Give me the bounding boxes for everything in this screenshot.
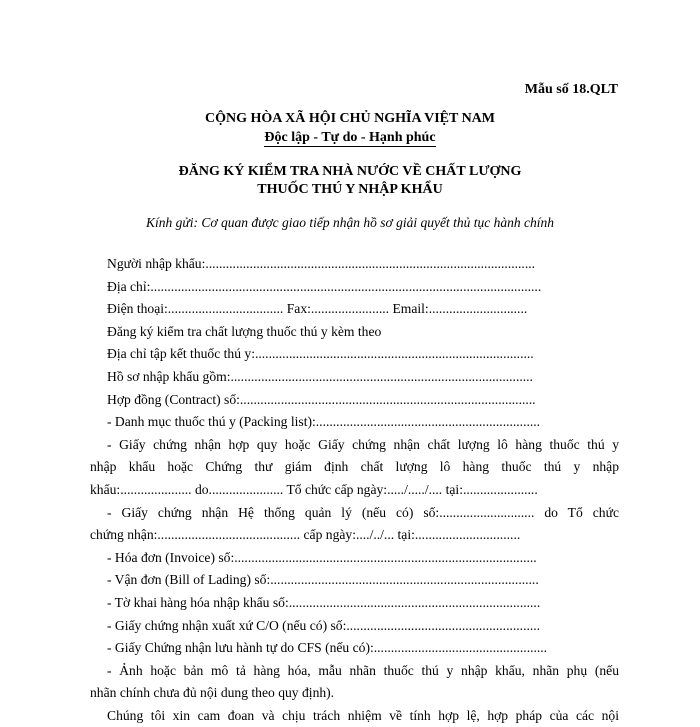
form-body bbox=[90, 253, 619, 727]
form-number: Mẫu số 18.QLT bbox=[524, 82, 618, 97]
form-line-address: Địa chỉ:................................................................................................................... bbox=[107, 278, 542, 294]
form-line-label-1: - Ảnh hoặc bản mô tả hàng hóa, mẫu nhãn thuốc thú y nhập khẩu, nhãn phụ (nếu bbox=[107, 662, 619, 678]
form-line-importer: Người nhập khẩu:................................................................................................. bbox=[107, 256, 536, 271]
motto bbox=[0, 130, 700, 146]
form-line-customs: - Tờ khai hàng hóa nhập khẩu số:.......................................................................... bbox=[107, 594, 541, 610]
form-line-invoice: - Hóa đơn (Invoice) số:......................................................................................... bbox=[107, 549, 537, 565]
form-line-management-1: - Giấy chứng nhận Hệ thống quản lý (nếu có) số:............................ do Tổ chức bbox=[107, 504, 619, 520]
form-line-management-2: chứng nhận:.......................................... cấp ngày:..../../... tại:............................... bbox=[90, 527, 521, 543]
form-line-register: Đăng ký kiểm tra chất lượng thuốc thú y kèm theo bbox=[107, 323, 382, 339]
document-title-line-2: THUỐC THÚ Y NHẬP KHẨU bbox=[257, 182, 443, 197]
form-line-label-2: nhãn chính chưa đủ nội dung theo quy định). bbox=[90, 685, 335, 701]
form-line-storage-address: Địa chỉ tập kết thuốc thú y:.................................................................................. bbox=[107, 346, 534, 362]
document-title-line-1: ĐĂNG KÝ KIỂM TRA NHÀ NƯỚC VỀ CHẤT LƯỢNG bbox=[178, 164, 522, 179]
form-line-bill-of-lading: - Vận đơn (Bill of Lading) số:............................................................................... bbox=[107, 572, 539, 588]
form-line-contact: Điện thoại:.................................. Fax:....................... Email:............................. bbox=[107, 301, 528, 317]
nation-header: CỘNG HÒA XÃ HỘI CHỦ NGHĨA VIỆT NAM bbox=[204, 111, 495, 126]
form-line-packing-list: - Danh mục thuốc thú y (Packing list):.................................................................. bbox=[107, 414, 541, 430]
form-line-certificate-3: khẩu:..................... do...................... Tổ chức cấp ngày:...../...../.... tại:...................... bbox=[90, 481, 538, 497]
form-line-contract: Hợp đồng (Contract) số:....................................................................................... bbox=[107, 391, 536, 407]
motto-text: Độc lập - Tự do - Hạnh phúc bbox=[264, 130, 436, 145]
form-line-commitment: Chúng tôi xin cam đoan và chịu trách nhiệm về tính hợp lệ, hợp pháp của các nội bbox=[107, 707, 619, 723]
form-line-dossier: Hồ sơ nhập khẩu gồm:......................................................................................... bbox=[107, 368, 533, 384]
form-line-cfs: - Giấy Chứng nhận lưu hành tự do CFS (nếu có):................................................... bbox=[107, 640, 548, 656]
form-line-certificate-1: - Giấy chứng nhận hợp quy hoặc Giấy chứng nhận chất lượng lô hàng thuốc thú y bbox=[107, 436, 619, 452]
recipient-line: Kính gửi: Cơ quan được giao tiếp nhận hồ sơ giải quyết thủ tục hành chính bbox=[146, 215, 554, 230]
form-line-origin: - Giấy chứng nhận xuất xứ C/O (nếu có) số:......................................................... bbox=[107, 617, 541, 633]
form-line-certificate-2: nhập khẩu hoặc Chứng thư giám định chất lượng lô hàng thuốc thú y nhập bbox=[90, 459, 619, 475]
